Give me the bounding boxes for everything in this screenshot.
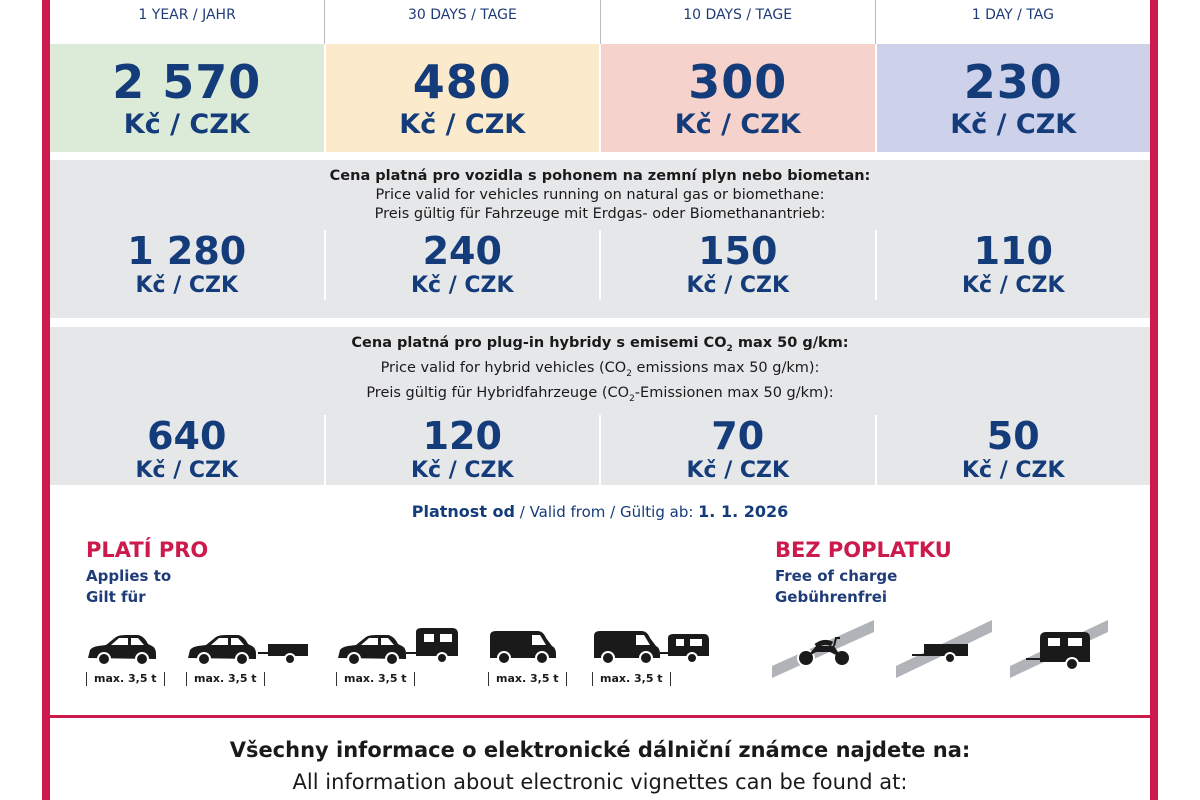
hybrid-note-cz: Cena platná pro plug-in hybridy s emisemi $CO_2$ max 50 g/km:: [351, 335, 849, 354]
gas-price-1y: [50, 230, 324, 300]
valid-from-cz: Platnost od: [411, 502, 515, 521]
gas-note: [50, 160, 1150, 224]
applies-subtitle: [86, 566, 171, 608]
gas-price-row: [50, 230, 1150, 300]
price-value: 640: [147, 413, 227, 458]
price-value: 2 570: [112, 55, 262, 109]
currency-label: Kč / CZK: [399, 109, 526, 140]
price-value: 230: [963, 55, 1063, 109]
gas-note-de: Preis gültig für Fahrzeuge mit Erdgas- oder Biomethanantrieb:: [374, 206, 826, 222]
hybrid-price-row: [50, 415, 1150, 485]
max-weight-label: max. 3,5 t: [86, 672, 165, 686]
car-with-caravan-icon: [336, 626, 460, 666]
currency-label: Kč / CZK: [961, 273, 1065, 298]
caravan-free-icon: [1010, 620, 1110, 680]
gas-price-30d: [324, 230, 600, 300]
currency-label: Kč / CZK: [961, 457, 1065, 483]
gas-note-en: Price valid for vehicles running on natural gas or biomethane:: [375, 187, 825, 203]
valid-from-date: 1. 1. 2026: [698, 502, 789, 521]
currency-label: Kč / CZK: [674, 109, 801, 140]
applies-de: Gilt für: [86, 588, 146, 606]
price-cell-10d: [599, 44, 875, 152]
van-with-caravan-icon: [592, 628, 712, 666]
currency-label: Kč / CZK: [686, 273, 790, 298]
applies-title: PLATÍ PRO: [86, 538, 209, 562]
free-title: BEZ POPLATKU: [775, 538, 952, 562]
car-with-trailer-icon: [186, 632, 310, 666]
period-header-row: [50, 0, 1150, 44]
max-weight-label: max. 3,5 t: [186, 672, 265, 686]
price-cell-1d: [875, 44, 1151, 152]
gas-price-1d: [875, 230, 1151, 300]
car-icon: [86, 632, 158, 666]
hybrid-note-de: Preis gültig für Hybridfahrzeuge ($CO_2$-Emissionen max 50 g/km):: [366, 384, 834, 404]
natural-gas-price-section: [50, 160, 1150, 318]
period-label-10d: 10 DAYS / TAGE: [683, 7, 793, 23]
currency-label: Kč / CZK: [686, 457, 790, 483]
price-cell-1y: [50, 44, 324, 152]
applies-en: Applies to: [86, 567, 172, 585]
period-label-1d: 1 DAY / TAG: [971, 7, 1054, 23]
price-value: 50: [986, 413, 1040, 458]
currency-label: Kč / CZK: [410, 457, 514, 483]
price-value: 120: [422, 413, 502, 458]
trailer-free-icon: [896, 620, 994, 680]
footer-info-en: All information about electronic vignettes can be found at:: [292, 770, 908, 794]
standard-price-row: [50, 44, 1150, 152]
max-weight-label: max. 3,5 t: [336, 672, 415, 686]
footer-info-cz: Všechny informace o elektronické dálniční známce najdete na:: [229, 738, 971, 762]
period-label-30d: 30 DAYS / TAGE: [407, 7, 517, 23]
free-de: Gebührenfrei: [775, 588, 888, 606]
gas-price-10d: [599, 230, 875, 300]
hybrid-price-10d: [599, 415, 875, 485]
right-frame-border: [1150, 0, 1158, 800]
valid-from-rest: / Valid from / Gültig ab:: [514, 503, 699, 521]
max-weight-label: max. 3,5 t: [592, 672, 671, 686]
price-value: 150: [698, 229, 778, 273]
motorcycle-free-icon: [772, 620, 876, 680]
hybrid-price-1d: [875, 415, 1151, 485]
price-value: 300: [688, 55, 788, 109]
section-divider: [50, 715, 1150, 718]
hybrid-price-30d: [324, 415, 600, 485]
currency-label: Kč / CZK: [135, 273, 239, 298]
max-weight-label: max. 3,5 t: [488, 672, 567, 686]
period-label-1y: 1 YEAR / JAHR: [138, 7, 236, 23]
currency-label: Kč / CZK: [410, 273, 514, 298]
hybrid-price-section: [50, 327, 1150, 485]
free-en: Free of charge: [775, 567, 898, 585]
price-value: 1 280: [127, 229, 247, 273]
left-frame-border: [42, 0, 50, 800]
van-icon: [488, 628, 558, 666]
free-subtitle: [775, 566, 897, 608]
gas-note-cz: Cena platná pro vozidla s pohonem na zemní plyn nebo biometan:: [329, 168, 871, 184]
price-value: 240: [422, 229, 502, 273]
hybrid-price-1y: [50, 415, 324, 485]
currency-label: Kč / CZK: [123, 109, 250, 140]
hybrid-note-en: Price valid for hybrid vehicles ($CO_2$ emissions max 50 g/km):: [380, 359, 820, 379]
price-value: 70: [711, 413, 765, 458]
valid-from-line: [50, 502, 1150, 521]
currency-label: Kč / CZK: [135, 457, 239, 483]
hybrid-note: [50, 327, 1150, 409]
currency-label: Kč / CZK: [950, 109, 1077, 140]
price-value: 110: [973, 229, 1053, 273]
price-cell-30d: [324, 44, 600, 152]
price-value: 480: [412, 55, 512, 109]
